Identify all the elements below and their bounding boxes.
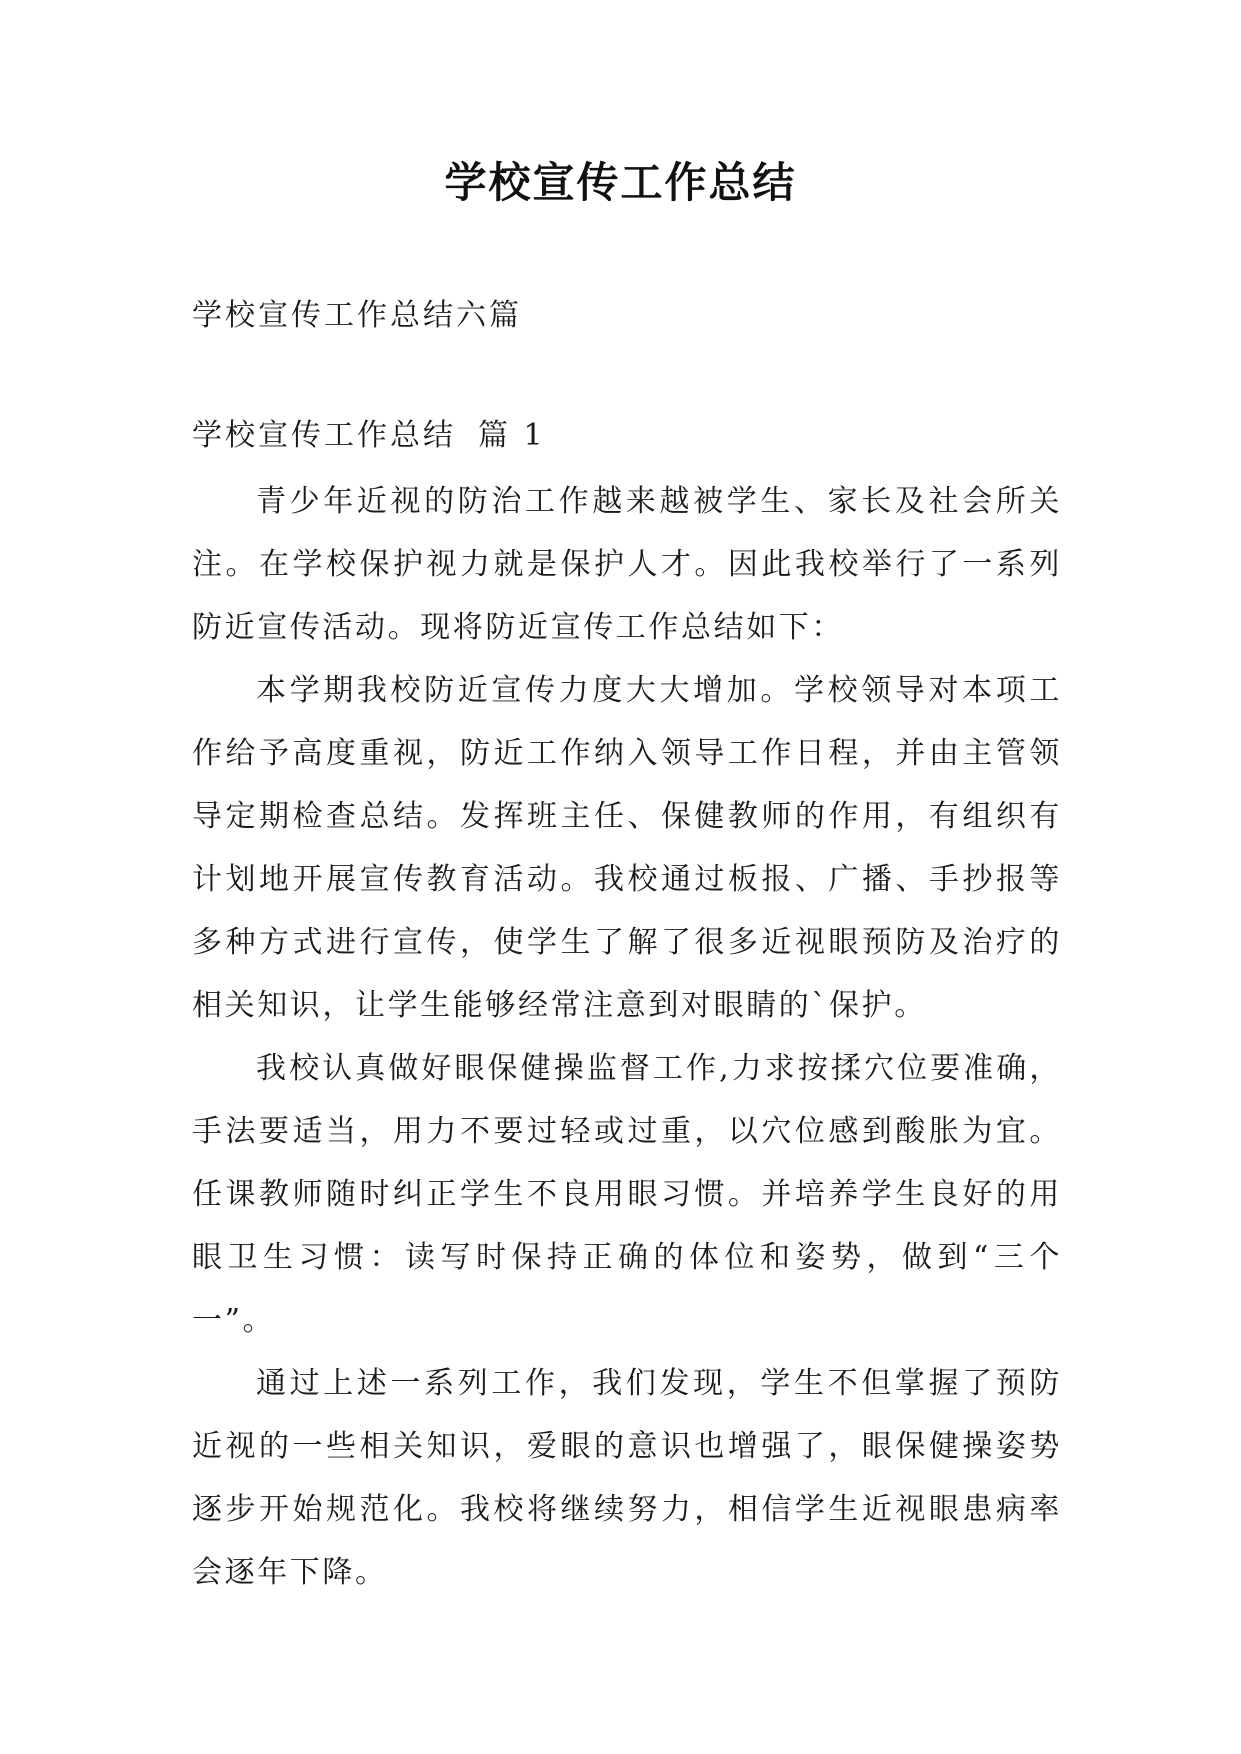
- section-heading: [192, 410, 546, 454]
- document-title: 学校宣传工作总结: [444, 158, 797, 207]
- body-paragraph: 本学期我校防近宣传力度大大增加。学校领导对本项工作给予高度重视，防近工作纳入领导工作日程，并由主管领导定期检查总结。发挥班主任、保健教师的作用，有组织有计划地开展宣传教育活动。我校通过板报、广播、手抄报等多种方式进行宣传，使学生了解了很多近视眼预防及治疗的相关知识，让学生能够经常注意到对眼睛的`保护。: [192, 673, 1062, 1023]
- document-body: [192, 470, 1062, 1604]
- body-paragraph: 青少年近视的防治工作越来越被学生、家长及社会所关注。在学校保护视力就是保护人才。因此我校举行了一系列防近宣传活动。现将防近宣传工作总结如下：: [192, 484, 1062, 645]
- body-paragraph: 通过上述一系列工作，我们发现，学生不但掌握了预防近视的一些相关知识，爱眼的意识也增强了，眼保健操姿势逐步开始规范化。我校将继续努力，相信学生近视眼患病率会逐年下降。: [192, 1366, 1062, 1590]
- body-paragraph: 我校认真做好眼保健操监督工作,力求按揉穴位要准确，手法要适当，用力不要过轻或过重，以穴位感到酸胀为宜。任课教师随时纠正学生不良用眼习惯。并培养学生良好的用眼卫生习惯：读写时保持正确的体位和姿势，做到“三个一”。: [192, 1051, 1062, 1338]
- section-heading-text: 学校宣传工作总结: [192, 418, 456, 453]
- section-label: 篇 1: [478, 418, 546, 453]
- document-subtitle: 学校宣传工作总结六篇: [192, 298, 522, 333]
